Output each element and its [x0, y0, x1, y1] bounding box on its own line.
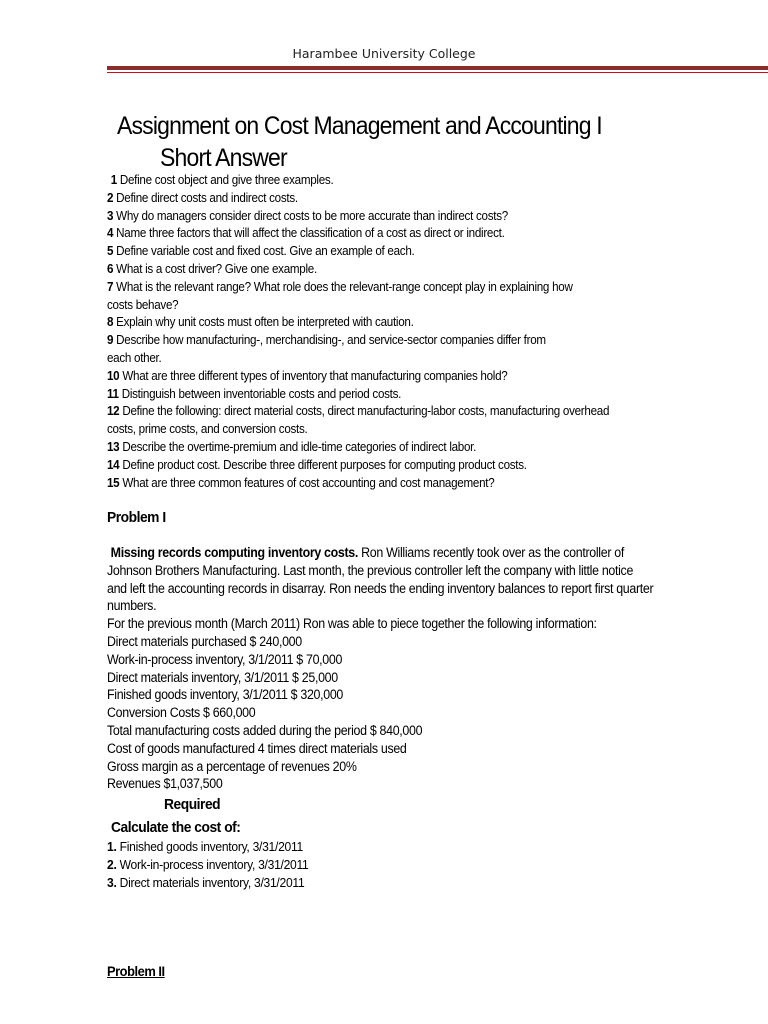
problem-1-body [107, 544, 747, 793]
question-item [107, 261, 665, 279]
question-number: 9 [107, 333, 114, 348]
header-rule-thin [107, 72, 768, 73]
question-number: 11 [107, 386, 119, 401]
section-title-short-answer: Short Answer [160, 144, 287, 172]
requirement-text: Work-in-process inventory, 3/31/2011 [116, 856, 309, 872]
problem-1-lead [107, 544, 696, 562]
question-item [107, 368, 665, 386]
question-text: Define the following: direct material costs, direct manufacturing-labor costs, manufacturing overhead [122, 404, 610, 419]
question-item [107, 190, 665, 208]
question-text: Describe how manufacturing-, merchandising-, and service-sector companies differ from [116, 333, 546, 348]
question-item [107, 403, 665, 421]
problem-1-data-line: Gross margin as a percentage of revenues 20% [107, 758, 357, 774]
question-text: Define direct costs and indirect costs. [116, 190, 298, 205]
question-item [107, 332, 665, 350]
question-continuation: costs, prime costs, and conversion costs. [107, 422, 308, 437]
question-number: 5 [107, 244, 114, 259]
question-item [107, 208, 665, 226]
requirements-list [107, 838, 324, 891]
problem-1-data-line: Work-in-process inventory, 3/1/2011 $ 70,000 [107, 651, 343, 667]
question-text: Define variable cost and fixed cost. Give an example of each. [116, 244, 415, 259]
question-text: Why do managers consider direct costs to be more accurate than indirect costs? [116, 208, 508, 223]
problem-1-data-line: Direct materials inventory, 3/1/2011 $ 25,000 [107, 669, 338, 685]
requirement-text: Finished goods inventory, 3/31/2011 [116, 839, 303, 854]
requirement-item [107, 838, 308, 856]
question-item [107, 314, 665, 332]
question-text: Explain why unit costs must often be interpreted with caution. [116, 315, 414, 330]
requirement-text: Direct materials inventory, 3/31/2011 [116, 874, 305, 890]
problem-1-heading: Problem I [107, 509, 166, 526]
calculate-heading: Calculate the cost of: [111, 819, 241, 836]
question-item [107, 172, 665, 190]
problem-1-data-line: Cost of goods manufactured 4 times direct materials used [107, 740, 407, 756]
requirement-item [107, 856, 308, 874]
problem-1-lead-bold: Missing records computing inventory costs. [110, 545, 359, 560]
question-number: 3 [107, 208, 114, 223]
header-rule-thick [107, 66, 768, 70]
question-number: 1 [110, 173, 117, 187]
requirement-number: 1. [107, 839, 117, 854]
problem-1-data-line: Total manufacturing costs added during the period $ 840,000 [107, 722, 423, 738]
question-text: Name three factors that will affect the classification of a cost as direct or indirect. [116, 226, 505, 241]
problem-1-lead-rest: Ron Williams recently took over as the controller of [358, 545, 624, 560]
question-number: 8 [107, 315, 114, 330]
requirement-number: 3. [107, 874, 117, 890]
problem-1-paragraph-line: numbers. [107, 598, 157, 614]
problem-2-heading: Problem II [107, 963, 165, 979]
question-item [107, 279, 665, 297]
assignment-title: Assignment on Cost Management and Accounting I [117, 112, 602, 140]
problem-1-data-line: Direct materials purchased $ 240,000 [107, 633, 302, 649]
question-number: 12 [107, 404, 120, 419]
requirement-number: 2. [107, 856, 117, 872]
short-answer-questions [107, 172, 707, 492]
problem-1-data-line: Revenues $1,037,500 [107, 776, 223, 792]
question-continuation: each other. [107, 350, 162, 365]
question-text: Describe the overtime-premium and idle-time categories of indirect labor. [122, 439, 477, 454]
question-number: 4 [107, 226, 114, 241]
question-continuation: costs behave? [107, 297, 179, 312]
question-text: Define cost object and give three examples. [119, 173, 334, 187]
question-item [107, 225, 665, 243]
question-text: What is the relevant range? What role does the relevant-range concept play in explaining how [116, 279, 573, 294]
problem-1-data-line: Finished goods inventory, 3/1/2011 $ 320,000 [107, 687, 344, 703]
question-number: 6 [107, 261, 114, 276]
question-text: Distinguish between inventoriable costs and period costs. [121, 386, 402, 401]
question-text: What are three different types of inventory that manufacturing companies hold? [122, 368, 508, 383]
question-text: What are three common features of cost accounting and cost management? [122, 475, 495, 490]
page-header: Harambee University College [292, 46, 476, 61]
question-number: 2 [107, 190, 114, 205]
question-number: 10 [107, 368, 120, 383]
problem-1-paragraph-line: For the previous month (March 2011) Ron was able to piece together the following information: [107, 616, 597, 632]
question-text: Define product cost. Describe three different purposes for computing product costs. [122, 457, 527, 472]
question-number: 14 [107, 457, 120, 472]
question-item [107, 457, 665, 475]
required-heading: Required [164, 796, 221, 813]
question-number: 15 [107, 475, 120, 490]
question-item [107, 243, 665, 261]
problem-1-paragraph-line: Johnson Brothers Manufacturing. Last month, the previous controller left the company with little notice [107, 562, 634, 578]
question-number: 13 [107, 439, 120, 454]
question-number: 7 [107, 279, 114, 294]
question-item [107, 386, 665, 404]
question-item [107, 439, 665, 457]
question-text: What is a cost driver? Give one example. [116, 261, 317, 276]
question-item [107, 475, 665, 493]
problem-1-paragraph-line: and left the accounting records in disarray. Ron needs the ending inventory balances to report first quarter [107, 580, 654, 596]
problem-1-data-line: Conversion Costs $ 660,000 [107, 705, 256, 721]
requirement-item [107, 874, 308, 892]
